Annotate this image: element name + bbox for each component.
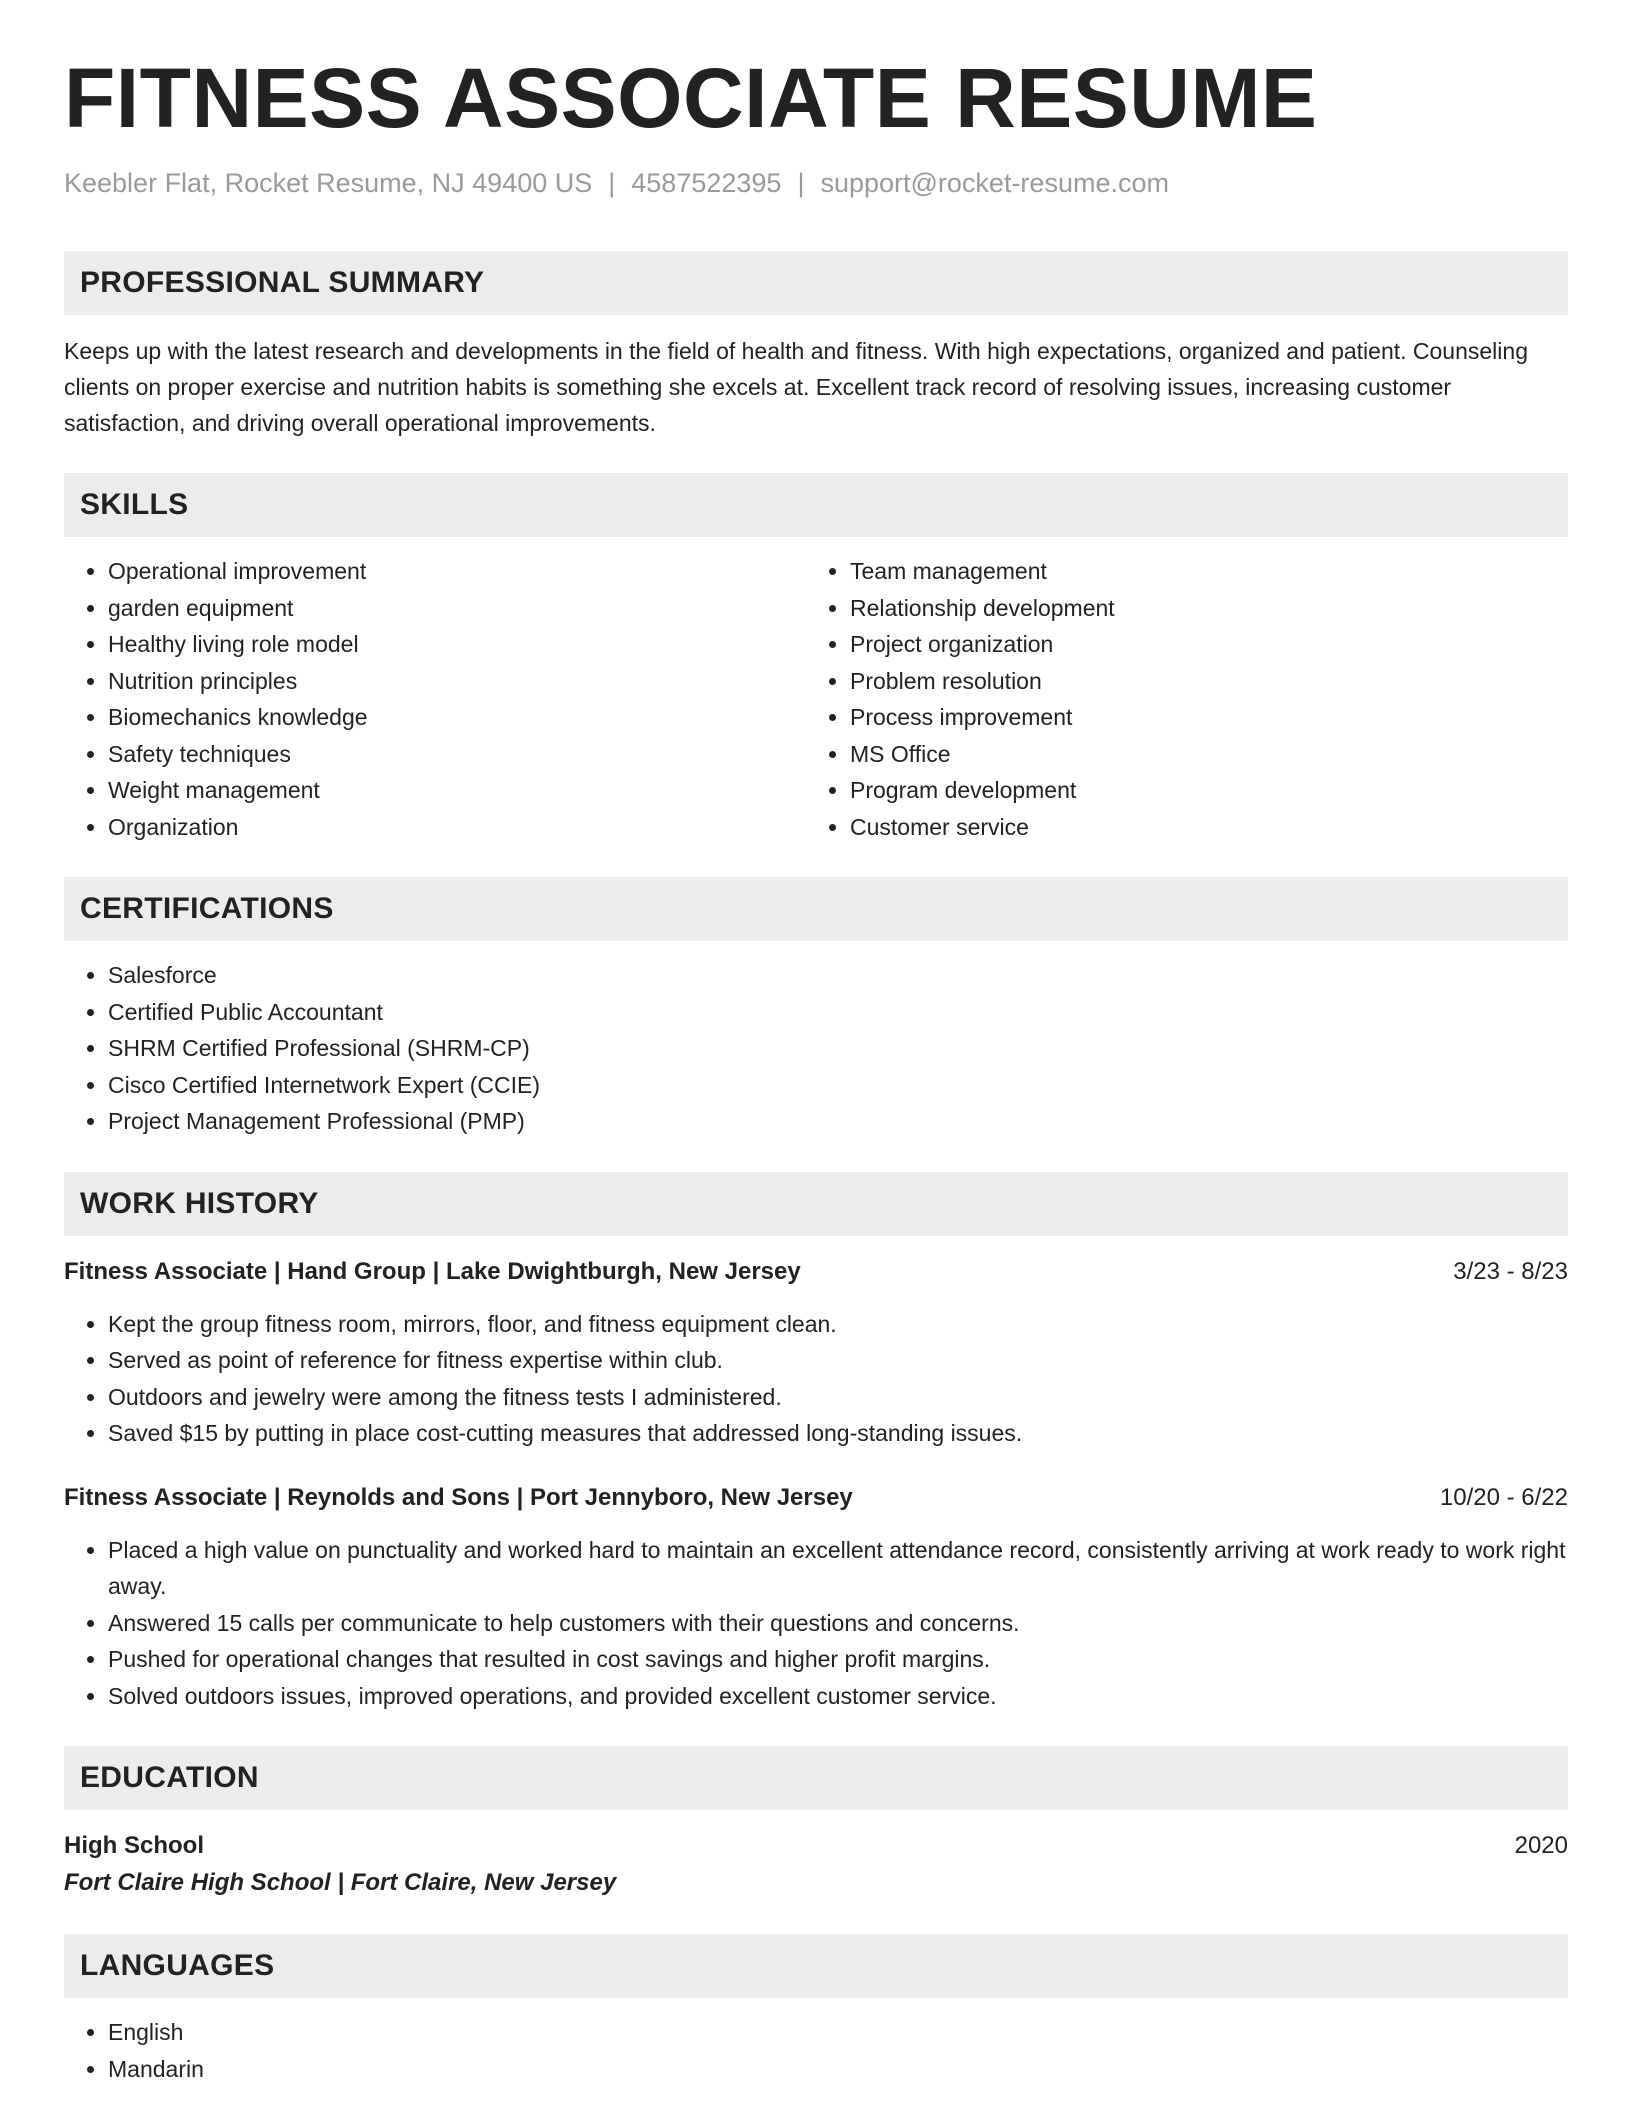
skill-item: • Nutrition principles (108, 663, 806, 700)
job-bullets (64, 1306, 1568, 1452)
skills-column-left (64, 553, 806, 845)
skill-item: • Project organization (850, 626, 1548, 663)
certification-item: • Certified Public Accountant (108, 994, 1568, 1031)
contact-email: support@rocket-resume.com (820, 168, 1169, 199)
work-history-section (64, 1172, 1568, 1715)
education-year: 2020 (1514, 1832, 1568, 1860)
skill-item: • Customer service (850, 809, 1548, 846)
skill-item: • Healthy living role model (108, 626, 806, 663)
job-entry (64, 1254, 1568, 1452)
job-bullet: • Placed a high value on punctuality and worked hard to maintain an excellent attendance record, consistently arriving at work ready to work right away. (108, 1532, 1568, 1605)
skill-item: • Program development (850, 772, 1548, 809)
certification-item: • Salesforce (108, 957, 1568, 994)
skills-column-right (806, 553, 1548, 845)
skill-item: • Weight management (108, 772, 806, 809)
section-header-education: EDUCATION (64, 1746, 1568, 1810)
education-degree: High School (64, 1832, 204, 1860)
skill-item: • garden equipment (108, 590, 806, 627)
job-bullet: • Solved outdoors issues, improved operations, and provided excellent customer service. (108, 1678, 1568, 1715)
section-header-work-history: WORK HISTORY (64, 1172, 1568, 1236)
skill-item: • Organization (108, 809, 806, 846)
summary-section (64, 251, 1568, 441)
job-dates: 10/20 - 6/22 (1439, 1483, 1568, 1511)
language-item: • Mandarin (108, 2051, 1568, 2088)
job-bullets (64, 1532, 1568, 1715)
job-bullet: • Kept the group fitness room, mirrors, floor, and fitness equipment clean. (108, 1306, 1568, 1343)
job-bullet: • Saved $15 by putting in place cost-cutting measures that addressed long-standing issues. (108, 1415, 1568, 1452)
skill-item: • Safety techniques (108, 736, 806, 773)
education-section (64, 1746, 1568, 1902)
skill-item: • MS Office (850, 736, 1548, 773)
job-dates: 3/23 - 8/23 (1453, 1257, 1568, 1285)
contact-separator: | (797, 168, 805, 199)
contact-phone: 4587522395 (631, 168, 782, 199)
section-header-languages: LANGUAGES (64, 1934, 1568, 1998)
skill-item: • Operational improvement (108, 553, 806, 590)
education-header (64, 1828, 1568, 1864)
job-bullet: • Served as point of reference for fitness expertise within club. (108, 1342, 1568, 1379)
skill-item: • Process improvement (850, 699, 1548, 736)
job-title: Fitness Associate | Reynolds and Sons | Port Jennyboro, New Jersey (64, 1483, 853, 1511)
certification-item: • SHRM Certified Professional (SHRM-CP) (108, 1030, 1568, 1067)
job-header (64, 1480, 1568, 1516)
skill-item: • Problem resolution (850, 663, 1548, 700)
skill-item: • Biomechanics knowledge (108, 699, 806, 736)
languages-list (64, 2014, 1568, 2087)
section-header-certifications: CERTIFICATIONS (64, 877, 1568, 941)
contact-separator: | (608, 168, 616, 199)
contact-address: Keebler Flat, Rocket Resume, NJ 49400 US (64, 168, 593, 199)
skill-item: • Relationship development (850, 590, 1548, 627)
section-header-summary: PROFESSIONAL SUMMARY (64, 251, 1568, 315)
job-bullet: • Outdoors and jewelry were among the fitness tests I administered. (108, 1379, 1568, 1416)
skills-section (64, 473, 1568, 845)
skills-grid (64, 553, 1568, 845)
job-bullet: • Pushed for operational changes that resulted in cost savings and higher profit margins. (108, 1641, 1568, 1678)
certification-item: • Cisco Certified Internetwork Expert (CCIE) (108, 1067, 1568, 1104)
section-header-skills: SKILLS (64, 473, 1568, 537)
skills-list-right (806, 553, 1548, 845)
language-item: • English (108, 2014, 1568, 2051)
education-school: Fort Claire High School | Fort Claire, New Jersey (64, 1869, 617, 1897)
job-bullet: • Answered 15 calls per communicate to help customers with their questions and concerns. (108, 1605, 1568, 1642)
job-entry (64, 1480, 1568, 1715)
certification-item: • Project Management Professional (PMP) (108, 1103, 1568, 1140)
skills-list-left (64, 553, 806, 845)
resume-title: FITNESS ASSOCIATE RESUME (64, 51, 1318, 145)
contact-line (64, 166, 1568, 201)
languages-section (64, 1934, 1568, 2087)
skill-item: • Team management (850, 553, 1548, 590)
job-title: Fitness Associate | Hand Group | Lake Dwightburgh, New Jersey (64, 1257, 801, 1285)
certifications-section (64, 877, 1568, 1140)
summary-text: Keeps up with the latest research and developments in the field of health and fitness. With high expectations, organized and patient. Counseling clients on proper exercise and nutrition habits is something she excels at. Excellent track record of resolving issues, increasing customer satisfaction, and driving overall operational improvements. (64, 338, 1528, 437)
certifications-list (64, 957, 1568, 1140)
job-header (64, 1254, 1568, 1290)
